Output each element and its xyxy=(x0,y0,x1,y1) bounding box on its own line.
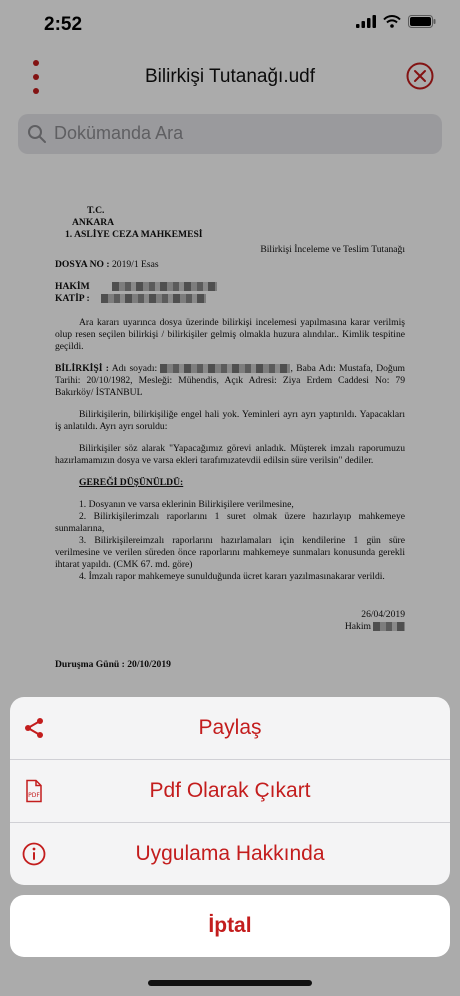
doc-date: 26/04/2019 xyxy=(361,609,405,620)
action-sheet xyxy=(10,697,450,885)
bilirkisi-label: BİLİRKİŞİ : xyxy=(55,363,109,374)
export-pdf-action[interactable] xyxy=(10,760,450,822)
share-label: Paylaş xyxy=(198,716,262,739)
katip-label: KATİP : xyxy=(55,293,90,304)
doc-item-1: 1. Dosyanın ve varsa eklerinin Bilirkişilere verilmesine, xyxy=(79,499,294,510)
doc-paragraph-3: Bilirkişiler söz alarak "Yapacağımız görevi anladık. Müşterek imzalı raporumuzu hazırlamamızın dosya ve varsa ekleri tarafımızatevdii edilsin süre verilsin" dediler. xyxy=(55,443,405,466)
doc-paragraph-1: Ara kararı uyarınca dosya üzerinde bilirkişi incelemesi yapılmasına karar verilmiş olup resen seçilen bilirkişi / bilirkişiler gelmiş olmakla huzura alındılar.. Kimlik tespitine geçildi. xyxy=(55,317,405,352)
doc-city: ANKARA xyxy=(72,217,115,228)
doc-paragraph-2: Bilirkişilerin, bilirkişiliğe engel hali yok. Yeminleri ayrı ayrı yaptırıldı. Yapacakları iş anlatıldı. Ayrı ayrı soruldu: xyxy=(55,409,405,432)
svg-text:PDF: PDF xyxy=(28,792,40,799)
dosya-label: DOSYA NO : xyxy=(55,259,110,270)
home-indicator[interactable] xyxy=(148,980,312,986)
doc-sign: Hakim xyxy=(344,621,371,632)
cancel-label: İptal xyxy=(208,914,252,937)
about-action[interactable] xyxy=(10,823,450,885)
share-action[interactable] xyxy=(10,697,450,759)
gerekgi-title: GEREĞİ DÜŞÜNÜLDÜ: xyxy=(79,477,184,488)
doc-item-4: 4. İmzalı rapor mahkemeye sunulduğunda ücret kararı yazılmasınakarar verildi. xyxy=(79,571,385,582)
export-pdf-label: Pdf Olarak Çıkart xyxy=(149,779,311,802)
cancel-button[interactable] xyxy=(10,895,450,957)
bilirkisi-details: , Baba Adı: Mustafa, Doğum Tarihi: 20/10/1982, Mesleği: Mühendis, Açık Adresi: Ziya Erdem Caddesi No: 79 Bakırköy/ İSTANBUL xyxy=(55,363,405,398)
doc-item-2: 2. Bilirkişilerimzalı raporlarını 1 suret olmak üzere hazırlayıp mahkemeye sunmalarına, xyxy=(55,511,405,534)
doc-tc: T.C. xyxy=(87,205,105,216)
doc-item-3: 3. Bilirkişilereimzalı raporlarını hazırlamaları için kendilerine 1 gün süre verilmesine ve verilen süreden önce raporlarını mahkemeye sunmaları konusunda gerekli ihtarat yapıldı. (CMK 67. md. göre) xyxy=(55,535,405,570)
nav-title: Bilirkişi Tutanağı.udf xyxy=(144,66,316,87)
search-placeholder: Dokümanda Ara xyxy=(54,123,184,143)
doc-type: Bilirkişi İnceleme ve Teslim Tutanağı xyxy=(260,244,405,255)
doc-court: 1. ASLİYE CEZA MAHKEMESİ xyxy=(65,229,203,240)
doc-durusma: Duruşma Günü : 20/10/2019 xyxy=(55,659,171,670)
about-label: Uygulama Hakkında xyxy=(135,842,325,865)
status-time: 2:52 xyxy=(44,14,83,35)
bilirkisi-pre: Adı soyadı: xyxy=(111,363,158,374)
dosya-value: 2019/1 Esas xyxy=(111,259,159,270)
hakim-label: HAKİM xyxy=(55,281,90,292)
